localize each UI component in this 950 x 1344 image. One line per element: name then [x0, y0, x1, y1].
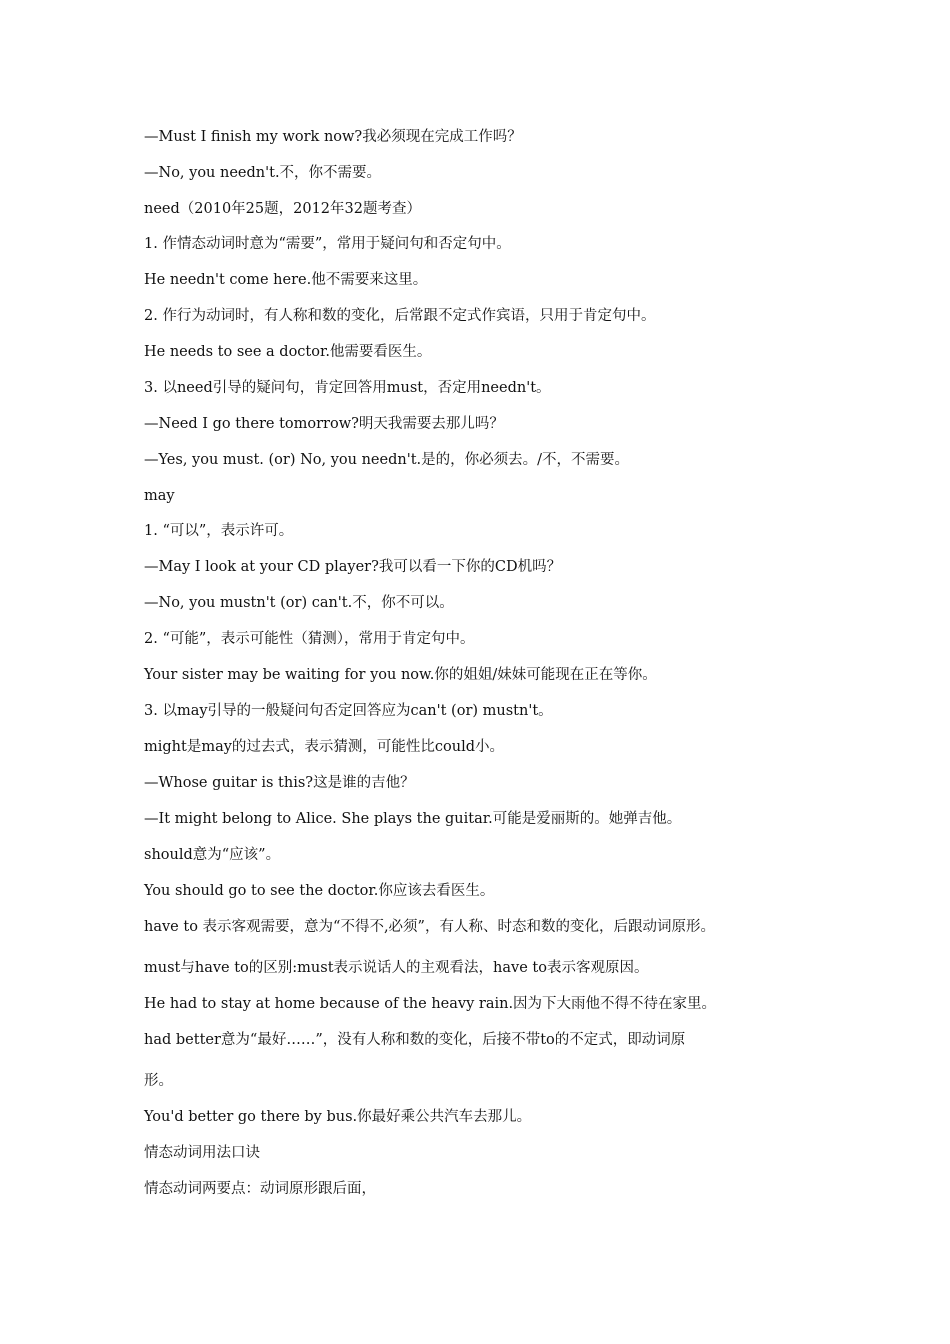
text-line: —No, you mustn't (or) can't.不，你不可以。	[144, 595, 454, 611]
text-line: He had to stay at home because of the heavy rain.因为下大雨他不得不待在家里。	[144, 996, 717, 1012]
text-line: must与have to的区别:must表示说话人的主观看法，have to表示客观原因。	[144, 960, 649, 976]
text-line: might是may的过去式，表示猜测，可能性比could小。	[144, 739, 505, 755]
text-line: 3. 以need引导的疑问句，肯定回答用must，否定用needn't。	[144, 380, 551, 396]
text-line: Your sister may be waiting for you now.你的姐姐/妹妹可能现在正在等你。	[144, 667, 657, 683]
text-line: —Need I go there tomorrow?明天我需要去那儿吗？	[144, 416, 504, 432]
text-line: 形。	[144, 1073, 173, 1089]
section-heading-need: need（2010年25题，2012年32题考查）	[144, 201, 421, 217]
text-line: —May I look at your CD player?我可以看一下你的CD机吗？	[144, 559, 562, 575]
section-heading-mnemonic: 情态动词用法口诀	[144, 1145, 260, 1161]
section-heading-may: may	[144, 488, 175, 504]
text-line: —Whose guitar is this?这是谁的吉他？	[144, 775, 415, 791]
text-line: should意为“应该”。	[144, 847, 281, 863]
text-line: 1. 作情态动词时意为“需要”，常用于疑问句和否定句中。	[144, 236, 511, 252]
text-line: He needs to see a doctor.他需要看医生。	[144, 344, 432, 360]
text-line: He needn't come here.他不需要来这里。	[144, 272, 428, 288]
text-line: —Yes, you must. (or) No, you needn't.是的，你必须去。/不，不需要。	[144, 452, 630, 468]
text-line: —Must I finish my work now?我必须现在完成工作吗？	[144, 129, 522, 145]
text-line: 1. “可以”，表示许可。	[144, 523, 294, 539]
text-line: have to 表示客观需要，意为“不得不,必须”，有人称、时态和数的变化，后跟动词原形。	[144, 919, 715, 935]
text-line: 2. 作行为动词时，有人称和数的变化，后常跟不定式作宾语，只用于肯定句中。	[144, 308, 656, 324]
text-line: You should go to see the doctor.你应该去看医生。	[144, 883, 495, 899]
text-line: 3. 以may引导的一般疑问句否定回答应为can't (or) mustn't。	[144, 703, 553, 719]
text-line: 2. “可能”，表示可能性（猜测），常用于肯定句中。	[144, 631, 475, 647]
text-line: —It might belong to Alice. She plays the guitar.可能是爱丽斯的。她弹吉他。	[144, 811, 682, 827]
text-line: You'd better go there by bus.你最好乘公共汽车去那儿。	[144, 1109, 532, 1125]
text-line: 情态动词两要点：动词原形跟后面，	[144, 1181, 376, 1197]
text-line: had better意为“最好……”，没有人称和数的变化，后接不带to的不定式，即动词原	[144, 1032, 686, 1048]
text-line: —No, you needn't.不，你不需要。	[144, 165, 382, 181]
